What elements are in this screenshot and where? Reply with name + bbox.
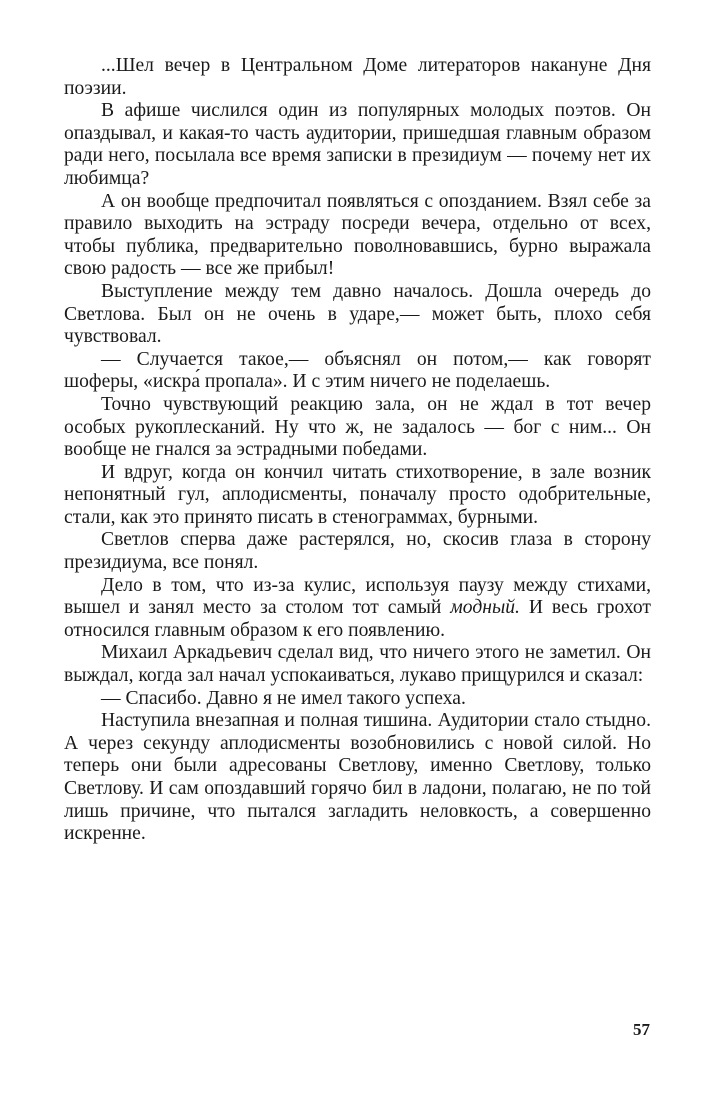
paragraph-2: В афише числился один из популярных молодых поэтов. Он опаздывал, и какая-то часть аудитории, пришедшая главным образом ради него, посылала все время записки в президиум — почему нет их любимца? [64, 100, 651, 189]
paragraph-5: — Случается такое,— объяснял он потом,— как говорят шоферы, «искра́ пропала». И с этим ничего не поделаешь. [64, 348, 651, 393]
paragraph-3: А он вообще предпочитал появляться с опозданием. Взял себе за правило выходить на эстраду посреди вечера, отдельно от всех, чтобы публика, предварительно поволновавшись, бурно выражала свою радость — все же прибыл! [64, 190, 651, 280]
paragraph-6: Точно чувствующий реакцию зала, он не ждал в тот вечер особых рукоплесканий. Ну что ж, не задалось — бог с ним... Он вообще не гнался за эстрадными победами. [64, 393, 651, 461]
paragraph-1: ...Шел вечер в Центральном Доме литераторов накануне Дня поэзии. [64, 55, 651, 99]
paragraph-8: Светлов сперва даже растерялся, но, скосив глаза в сторону президиума, все понял. [64, 529, 651, 574]
paragraph-12: Наступила внезапная и полная тишина. Аудитории стало стыдно. А через секунду аплодисменты возобновились с новой силой. Но теперь они были адресованы Светлову, именно Светлову, только Светлову. И сам опоздавший горячо бил в ладони, полагаю, не по той лишь причине, что пытался загладить неловкость, а совершенно искренне. [64, 710, 651, 845]
paragraph-9 [64, 575, 651, 643]
paragraph-11: — Спасибо. Давно я не имел такого успеха. [101, 687, 466, 709]
page-number: 57 [633, 1020, 650, 1039]
paragraph-9-end: И весь грохот относился главным образом к его появлению. [64, 597, 651, 641]
paragraph-10: Михаил Аркадьевич сделал вид, что ничего этого не заметил. Он выждал, когда зал начал успокаиваться, лукаво прищурился и сказал: [64, 642, 651, 687]
paragraph-4: Выступление между тем давно началось. Дошла очередь до Светлова. Был он не очень в ударе,— может быть, плохо себя чувствовал. [64, 280, 651, 348]
emphasized-word: модный. [450, 597, 520, 619]
paragraph-7: И вдруг, когда он кончил читать стихотворение, в зале возник непонятный гул, аплодисменты, поначалу просто одобрительные, стали, как это принято писать в стенограммах, бурными. [64, 461, 651, 528]
paragraph-9-start: Дело в том, что из-за кулис, используя паузу между стихами, вышел и занял место за столом тот самый [64, 574, 651, 619]
body-text [64, 55, 651, 846]
